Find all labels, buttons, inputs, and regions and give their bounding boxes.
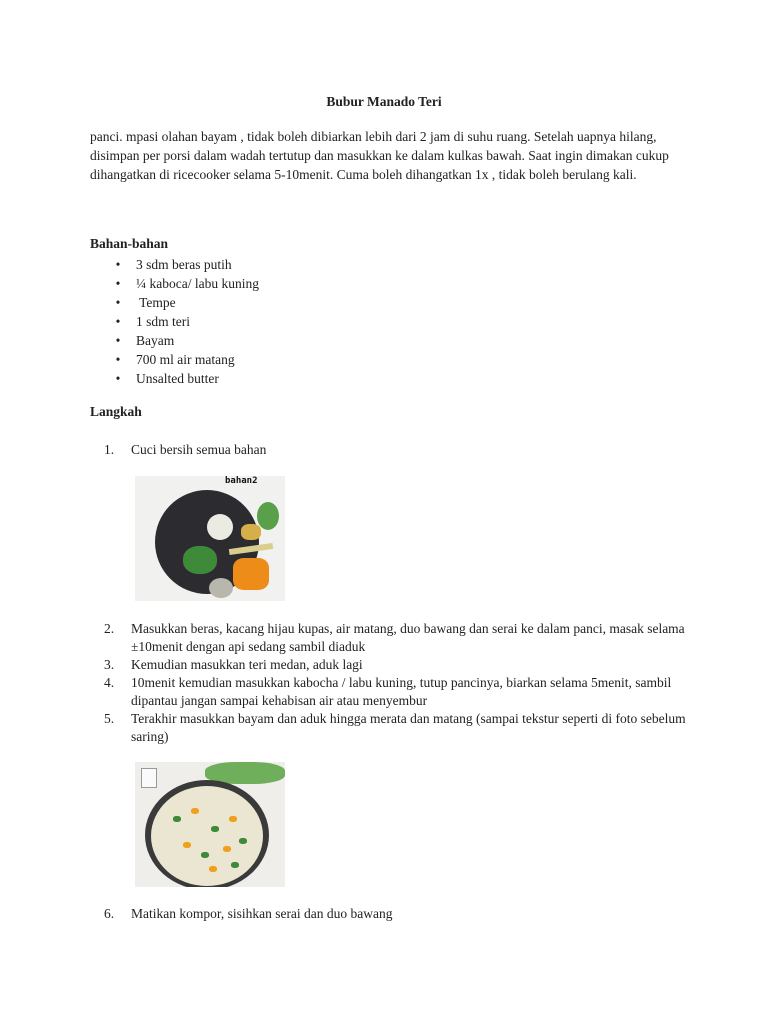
anchovy-portion (209, 578, 233, 598)
bullet-icon: • (115, 371, 121, 386)
bullet-icon: • (115, 276, 121, 291)
ingredient-text: Unsalted butter (136, 371, 219, 386)
step-number: 5. (104, 711, 115, 726)
step-item (104, 674, 686, 710)
bullet-icon: • (115, 314, 121, 329)
step-text: Terakhir masukkan bayam dan aduk hingga merata dan matang (sampai tekstur seperti di foto sebelum saring) (131, 711, 686, 744)
ingredient-text: Bayam (136, 333, 175, 348)
pumpkin-piece (183, 842, 191, 848)
step-item (104, 710, 686, 746)
ingredient-item (112, 350, 259, 369)
step-text: 10menit kemudian masukkan kabocha / labu kuning, tutup pancinya, biarkan selama 5menit, sambil dipantau jangan sampai kehabisan air atau menyembur (131, 675, 672, 708)
ingredient-item (112, 331, 259, 350)
step-item (104, 905, 686, 923)
ingredient-text: Tempe (136, 295, 176, 310)
ingredients-heading: Bahan-bahan (90, 236, 169, 251)
tempe-portion (241, 524, 261, 540)
ingredient-text: ¼ kaboca/ labu kuning (136, 276, 259, 291)
pumpkin-portion (233, 558, 269, 590)
spinach-piece (239, 838, 247, 844)
spinach-piece (201, 852, 209, 858)
photo-caption: bahan2 (225, 476, 258, 486)
ingredients-list (112, 255, 259, 388)
document-title: Bubur Manado Teri (326, 94, 442, 109)
steps-list (104, 441, 686, 459)
porridge-photo (135, 762, 285, 887)
spinach-portion (183, 546, 217, 574)
ingredient-text: 3 sdm beras putih (136, 257, 232, 272)
bullet-icon: • (115, 352, 121, 367)
ingredient-item (112, 312, 259, 331)
step-number: 4. (104, 675, 115, 690)
step-item (104, 656, 686, 674)
pumpkin-piece (223, 846, 231, 852)
leaf-garnish (257, 502, 279, 530)
ingredient-text: 1 sdm teri (136, 314, 190, 329)
intro-paragraph: panci. mpasi olahan bayam , tidak boleh dibiarkan lebih dari 2 jam di suhu ruang. Setelah uapnya hilang, disimpan per porsi dalam wadah tertutup dan masukkan ke dalam kulkas bawah. Saat ingin dimakan cukup dihangatkan di ricecooker selama 5-10menit. Cuma boleh dihangatkan 1x , tidak boleh berulang kali. (90, 129, 669, 182)
bullet-icon: • (115, 295, 121, 310)
pumpkin-piece (191, 808, 199, 814)
step-number: 2. (104, 621, 115, 636)
label-tag (141, 768, 157, 788)
steps-list (104, 905, 686, 923)
porridge-surface (151, 786, 263, 886)
step-number: 3. (104, 657, 115, 672)
step-text: Kemudian masukkan teri medan, aduk lagi (131, 657, 363, 672)
bullet-icon: • (115, 333, 121, 348)
steps-heading: Langkah (90, 404, 142, 419)
ingredient-text: 700 ml air matang (136, 352, 235, 367)
ingredient-item (112, 293, 259, 312)
rice-portion (207, 514, 233, 540)
lemongrass-portion (229, 543, 273, 555)
ingredients-photo (135, 476, 285, 601)
ingredient-item (112, 369, 259, 388)
step-number: 6. (104, 906, 115, 921)
step-item (104, 620, 686, 656)
bullet-icon: • (115, 257, 121, 272)
pumpkin-piece (209, 866, 217, 872)
steps-list (104, 620, 686, 746)
step-text: Matikan kompor, sisihkan serai dan duo bawang (131, 906, 393, 921)
step-text: Masukkan beras, kacang hijau kupas, air matang, duo bawang dan serai ke dalam panci, masak selama ±10menit dengan api sedang sambil diaduk (131, 621, 685, 654)
plate-image (155, 490, 259, 594)
step-text: Cuci bersih semua bahan (131, 442, 267, 457)
pumpkin-piece (229, 816, 237, 822)
spinach-piece (231, 862, 239, 868)
ingredient-item (112, 274, 259, 293)
step-number: 1. (104, 442, 115, 457)
spinach-piece (173, 816, 181, 822)
spinach-piece (211, 826, 219, 832)
step-item (104, 441, 686, 459)
ingredient-item (112, 255, 259, 274)
